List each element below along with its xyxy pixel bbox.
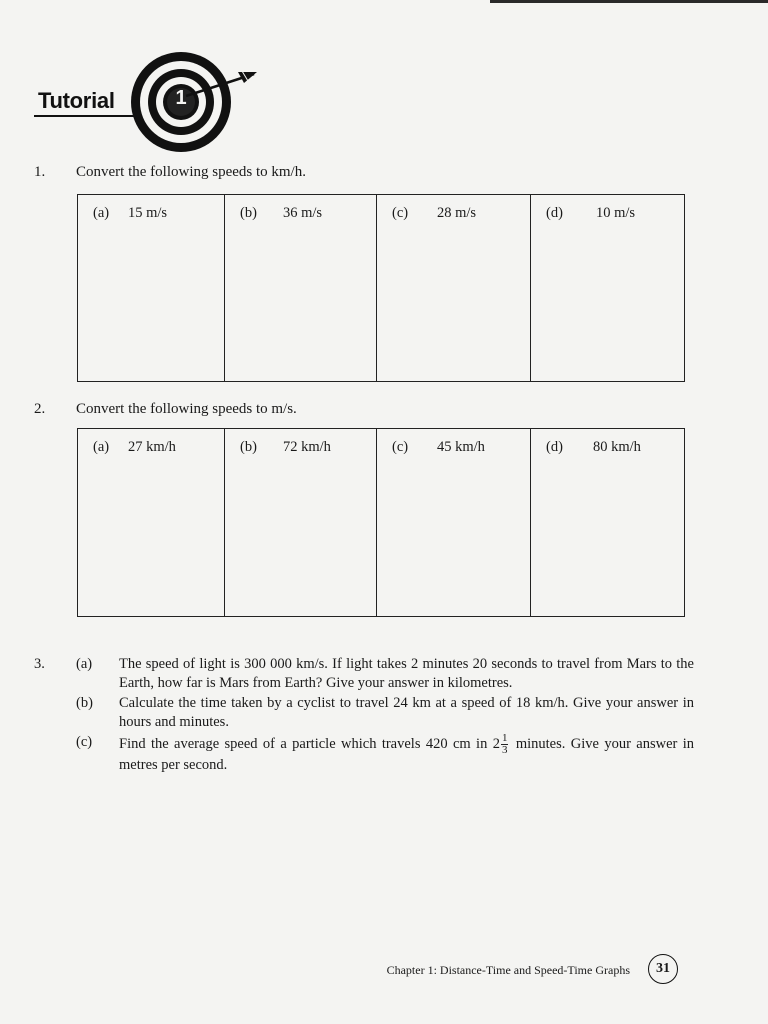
answer-cell-1a[interactable] — [78, 195, 225, 382]
answer-cell-2c[interactable] — [377, 429, 531, 617]
cell-value: 10 m/s — [596, 205, 636, 221]
question-1-prompt: Convert the following speeds to km/h. — [76, 164, 306, 180]
cell-value: 15 m/s — [128, 205, 168, 221]
part-letter: (b) — [76, 695, 93, 711]
question-3a-row — [34, 655, 694, 693]
cell-value: 45 km/h — [437, 439, 485, 455]
page-number: 31 — [648, 954, 678, 984]
tutorial-number: 1 — [175, 87, 187, 109]
question-2-number: 2. — [34, 401, 46, 417]
tutorial-title: Tutorial — [38, 88, 115, 113]
cell-letter: (c) — [392, 439, 409, 455]
question-3c-text-after: minutes. Give your answer in metres per second. — [119, 735, 694, 773]
part-letter: (a) — [76, 656, 93, 672]
question-2-table — [77, 428, 685, 617]
cell-letter: (d) — [546, 205, 563, 221]
cell-value: 36 m/s — [283, 205, 323, 221]
question-3-number: 3. — [34, 656, 45, 672]
question-1-table — [77, 194, 685, 382]
answer-cell-1b[interactable] — [225, 195, 377, 382]
cell-value: 28 m/s — [437, 205, 477, 221]
cell-value: 72 km/h — [283, 439, 331, 455]
cell-value: 80 km/h — [593, 439, 641, 455]
question-2-prompt: Convert the following speeds to m/s. — [76, 401, 297, 417]
cell-letter: (c) — [392, 205, 409, 221]
cell-letter: (b) — [240, 205, 257, 221]
cell-letter: (a) — [93, 439, 110, 455]
part-letter: (c) — [76, 734, 93, 750]
cell-value: 27 km/h — [128, 439, 176, 455]
mixed-fraction — [501, 733, 509, 756]
answer-cell-2d[interactable] — [531, 429, 685, 617]
answer-cell-1c[interactable] — [377, 195, 531, 382]
question-3c-row — [34, 733, 694, 775]
answer-cell-1d[interactable] — [531, 195, 685, 382]
chapter-footer: Chapter 1: Distance-Time and Speed-Time Graphs — [386, 963, 630, 977]
cell-letter: (a) — [93, 205, 110, 221]
cell-letter: (b) — [240, 439, 257, 455]
question-3b-text: Calculate the time taken by a cyclist to travel 24 km at a speed of 18 km/h. Give your answer in hours and minutes. — [119, 695, 694, 730]
answer-cell-2a[interactable] — [78, 429, 225, 617]
question-3c-text-before: Find the average speed of a particle which travels 420 cm in 2 — [119, 735, 500, 752]
answer-cell-2b[interactable] — [225, 429, 377, 617]
top-edge-rule — [490, 0, 768, 3]
fraction-denominator: 3 — [501, 744, 508, 756]
cell-letter: (d) — [546, 439, 563, 455]
target-bullseye-icon — [126, 50, 260, 154]
question-3c-text — [119, 733, 694, 775]
fraction-numerator: 1 — [501, 732, 508, 744]
question-3b-row — [34, 694, 694, 732]
question-3a-text: The speed of light is 300 000 km/s. If light takes 2 minutes 20 seconds to travel from Mars to the Earth, how far is Mars from Earth? Give your answer in kilometres. — [119, 656, 694, 691]
question-3 — [34, 655, 694, 776]
question-1-number: 1. — [34, 164, 46, 180]
